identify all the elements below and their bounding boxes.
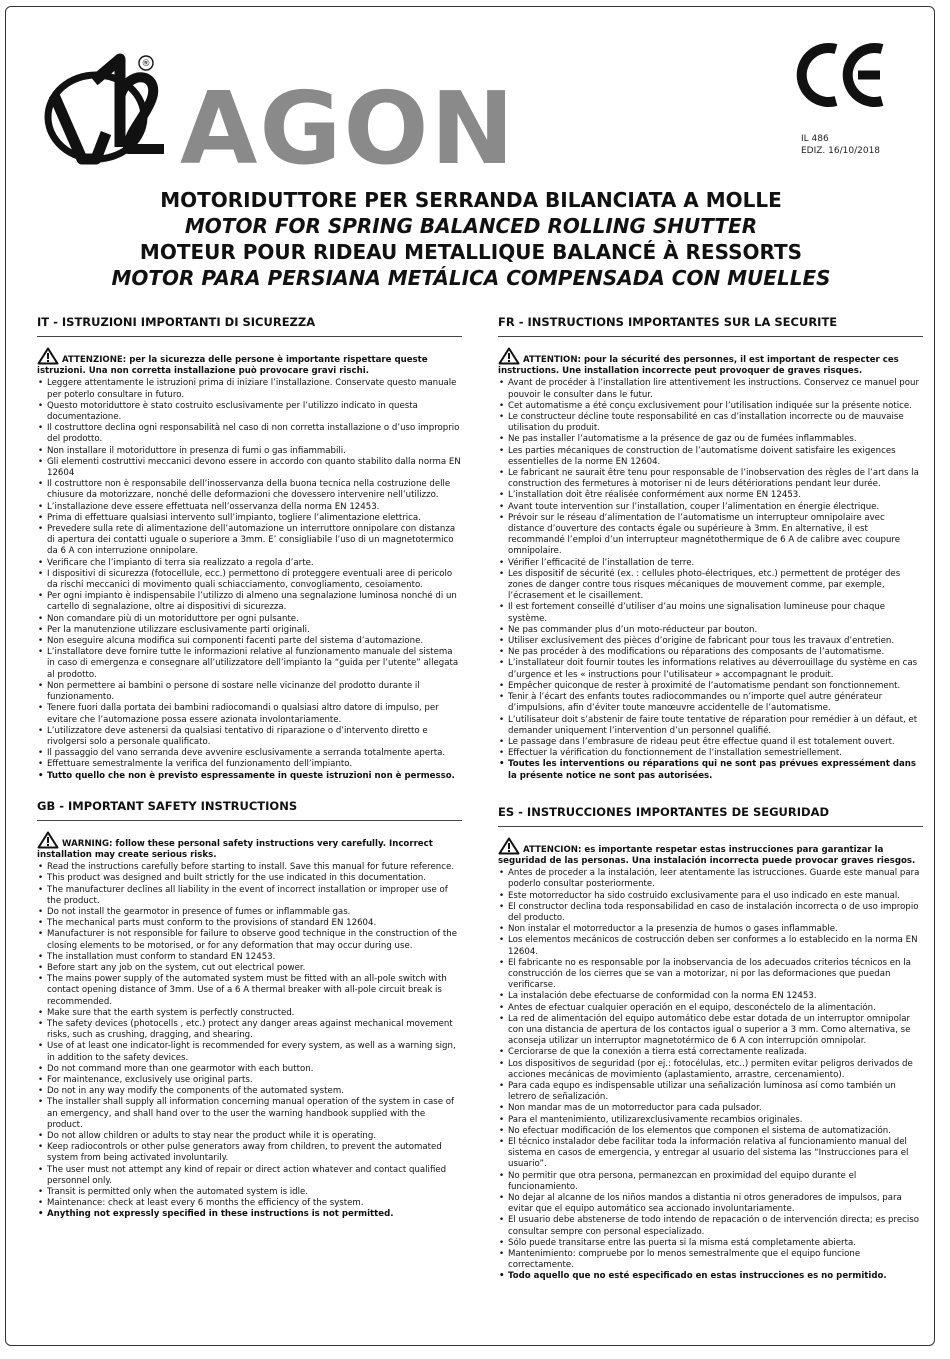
- warning-text: ATTENTION: pour la sécurité des personnes, il est important de respecter ces instructions. Une installation incorrecte peut provoquer de graves risques.: [498, 355, 899, 377]
- warning-triangle-icon: [37, 831, 59, 849]
- list-item: • Empêcher quiconque de rester à proximité de l’automatisme pendant son fonctionnement.: [498, 681, 923, 692]
- list-item: • The safety devices (photocells , etc.) protect any danger areas against mechanical movement risks, such as crushing, dragging, and shearing.: [37, 1019, 462, 1041]
- list-item: • Leggere attentamente le istruzioni prima di iniziare l’installazione. Conservate questo manuale per poterlo consultare in futuro.: [37, 378, 462, 400]
- section-heading: ES - INSTRUCCIONES IMPORTANTES DE SEGURIDAD: [498, 804, 923, 827]
- warning-text: ATTENCION: es importante respetar estas instrucciones para garantizar la seguridad de las personas. Una instalación incorrecta puede provocar graves riesgos.: [498, 844, 916, 866]
- list-item: • Vérifier l’efficacité de l’installation de terre.: [498, 558, 923, 569]
- list-item: • Transit is permitted only when the automated system is idle.: [37, 1187, 462, 1198]
- list-item: • Mantenimiento: compruebe por lo menos semestralmente que el equipo funcione correctamente.: [498, 1249, 923, 1271]
- list-item: • La red de alimentación del equipo automático debe estar dotada de un interruptor omnipolar con una distancia de apertura de los contactos igual o superior a 3 mm. Como alternativa, se aconseja utilizar un interruptor magnetotérmico de 6 A con interrupción omnipolar.: [498, 1014, 923, 1048]
- list-item: • Before start any job on the system, cut out electrical power.: [37, 963, 462, 974]
- list-item: • Manufacturer is not responsible for failure to observe good technique in the construction of the closing elements to be motorised, or for any deformation that may occur during use.: [37, 929, 462, 951]
- list-item: • Non instalar el motorreductor a la presenzia de humos o gases inflammable.: [498, 924, 923, 935]
- section-fr: [498, 314, 923, 782]
- list-item: • Tenere fuori dalla portata dei bambini radiocomandi o qualsiasi altro datore di impulso, per evitare che l’automazione possa essere azionata involontariamente.: [37, 703, 462, 725]
- list-item: • No permitir que otra persona, permanezcan en proximidad del equipo durante el funcionamiento.: [498, 1171, 923, 1193]
- list-item: • This product was designed and built strictly for the use indicated in this documentation.: [37, 873, 462, 884]
- list-item: • Utiliser exclusivement des pièces d’origine de fabricant pour tous les travaux d’entretien.: [498, 636, 923, 647]
- list-item: • Este motorreductor ha sido costruido exclusivamente para el uso indicado en este manual.: [498, 891, 923, 902]
- list-item: • Do not in any way modify the components of the automated system.: [37, 1086, 462, 1097]
- list-item: • Para el mantenimiento, utilizarexclusivamente recambios originales.: [498, 1115, 923, 1126]
- list-item: • Le constructeur décline toute responsabilité en cas d’installation incorrecte ou de mauvaise utilisation du produit.: [498, 412, 923, 434]
- brand-name: AGON: [180, 70, 517, 187]
- section-es: [498, 804, 923, 1283]
- title-en: MOTOR FOR SPRING BALANCED ROLLING SHUTTER: [184, 214, 758, 238]
- list-item: • Per la manutenzione utilizzare esclusivamente parti originali.: [37, 625, 462, 636]
- list-item: • Antes de proceder a la instalación, leer atentamente las istrucciones. Guarde este manual para poderlo consultar posteriormente.: [498, 868, 923, 890]
- list-item: • Do not install the gearmotor in presence of fumes or inflammable gas.: [37, 907, 462, 918]
- list-item: • Maintenance: check at least every 6 months the efficiency of the system.: [37, 1198, 462, 1209]
- list-item: • L’utilisateur doit s’abstenir de faire toute tentative de réparation pour remédier à un défaut, et demander uniquement l’intervention d’un personnel qualifié.: [498, 715, 923, 737]
- warning-text: WARNING: follow these personal safety instructions very carefully. Incorrect installation may create serious risks.: [37, 838, 433, 860]
- list-item: • Il passaggio del vano serranda deve avvenire esclusivamente a serranda totalmente aperta.: [37, 748, 462, 759]
- list-item: • Para cada equpo es indispensable utilizar una señalización luminosa así como también un letrero de señalización.: [498, 1081, 923, 1103]
- list-item: • Los dispositivos de seguridad (por ej.: fotocélulas, etc..) permiten evitar peligros derivados de acciones mecánicas de movimiento (aplastamiento, arrastre, cercenamiento).: [498, 1059, 923, 1081]
- list-item: • I dispositivi di sicurezza (fotocellule, ecc.) permettono di proteggere eventuali aree di pericolo da rischi meccanici di movimento quali schiacciamento, convogliamento, cesoiamento.: [37, 569, 462, 591]
- final-notice: • Todo aquello que no esté especificado en estas instrucciones es no permitido.: [498, 1271, 923, 1282]
- warning-note: [37, 347, 462, 377]
- list-item: • L’installateur doit fournir toutes les informations relatives au déverrouillage du système en cas d’urgence et les « instructions pour l’utilisateur » accompagnant le produit.: [498, 658, 923, 680]
- title-es: MOTOR PARA PERSIANA METÁLICA COMPENSADA CON MUELLES: [111, 266, 831, 290]
- list-item: • Ne pas installer l’automatisme a la présence de gaz ou de fumées inflammables.: [498, 434, 923, 445]
- list-item: • The user must not attempt any kind of repair or direct action whatever and contact qualified personnel only.: [37, 1165, 462, 1187]
- list-item: • Prima di effettuare qualsiasi intervento sull’impianto, togliere l’alimentazione elettrica.: [37, 513, 462, 524]
- list-item: • Antes de efectuar cualquier operación en el equipo, desconéctelo de la alimentación.: [498, 1003, 923, 1014]
- list-item: • No efectuar modificación de los elementos que componen el sistema de automatización.: [498, 1126, 923, 1137]
- document-edition: EDIZ. 16/10/2018: [801, 146, 881, 156]
- list-item: • Tenir à l’écart des enfants toutes radiocommandes ou n’importe quel autre générateur d’impulsions, afin d’éviter toute manœuvre accidentelle de l’automatisme.: [498, 692, 923, 714]
- warning-triangle-icon: [498, 347, 520, 365]
- instruction-list: [498, 868, 923, 1283]
- list-item: • Read the instructions carefully before starting to install. Save this manual for future reference.: [37, 862, 462, 873]
- list-item: • Do not command more than one gearmotor with each button.: [37, 1064, 462, 1075]
- list-item: • El usuario debe abstenerse de todo intendo de repacación o de intervención directa; es preciso consultar sempre con personal especializado.: [498, 1215, 923, 1237]
- list-item: • The manufacturer declines all liability in the event of incorrect installation or improper use of the product.: [37, 885, 462, 907]
- section-heading: IT - ISTRUZIONI IMPORTANTI DI SICUREZZA: [37, 314, 462, 337]
- list-item: • L’installazione deve essere effettuata nell’osservanza della norma EN 12453.: [37, 502, 462, 513]
- list-item: • Effectuer la vérification du fonctionnement de l’installation semestriellement.: [498, 748, 923, 759]
- document-page: [5, 6, 935, 1346]
- list-item: • Effettuare semestralmente la verifica del funzionamento dell’impianto.: [37, 759, 462, 770]
- list-item: • Avant toute intervention sur l’installation, couper l’alimentation en énergie électrique.: [498, 502, 923, 513]
- list-item: • Make sure that the earth system is perfectly constructed.: [37, 1008, 462, 1019]
- title-fr: MOTEUR POUR RIDEAU METALLIQUE BALANCÉ À RESSORTS: [139, 240, 803, 264]
- document-code: [801, 133, 880, 157]
- list-item: • Il costruttore non è responsabile dell’inosservanza della buona tecnica nella costruzione delle chiusure da motorizzare, nonché delle deformazioni che dovessero intervenire nell’utilizzo.: [37, 479, 462, 501]
- list-item: • L’installation doit être réalisée conformément aux norme EN 12453.: [498, 490, 923, 501]
- instruction-list: [37, 862, 462, 1221]
- list-item: • The mechanical parts must conform to the provisions of standard EN 12604.: [37, 918, 462, 929]
- title-it: MOTORIDUTTORE PER SERRANDA BILANCIATA A MOLLE: [160, 188, 782, 212]
- list-item: • Non permettere ai bambini o persone di sostare nelle vicinanze del prodotto durante il funzionamento.: [37, 681, 462, 703]
- v2-logo: [36, 37, 171, 177]
- list-item: • Do not allow children or adults to stay near the product while it is operating.: [37, 1131, 462, 1142]
- list-item: • Non mandar mas de un motorreductor para cada pulsador.: [498, 1103, 923, 1114]
- section-gb: [37, 798, 462, 1221]
- warning-triangle-icon: [498, 837, 520, 855]
- list-item: • El fabricante no es responsable por la inobservancia de los adecuados criterios técnicos en la construcción de los cierres que se van a motorizar, ni por las deformaciones que puedan verificarse.: [498, 958, 923, 992]
- list-item: • Non comandare più di un motoriduttore per ogni pulsante.: [37, 614, 462, 625]
- warning-text: ATTENZIONE: per la sicurezza delle persone è importante rispettare queste istruzioni. Una non corretta installazione può provocare gravi rischi.: [37, 355, 428, 377]
- list-item: • Cerciorarse de que la conexión a tierra está correctamente realizada.: [498, 1047, 923, 1058]
- document-number: IL 486: [801, 134, 829, 144]
- warning-note: [498, 837, 923, 867]
- list-item: • L’utilizzatore deve astenersi da qualsiasi tentativo di riparazione o d’intervento diretto e rivolgersi solo a personale qualificato.: [37, 726, 462, 748]
- list-item: • The mains power supply of the automated system must be fitted with an all-pole switch with contact opening distance of 3mm. Use of a 6 A thermal breaker with all-pole circuit break is recommended.: [37, 974, 462, 1008]
- title-block: [6, 187, 935, 291]
- list-item: • Los elementos mecánicos de costrucción deben ser conformes a lo establecido en la norma EN 12604.: [498, 935, 923, 957]
- ce-mark-icon: [796, 39, 886, 111]
- list-item: • Le passage dans l’embrasure de rideau peut être effectue quand il est totalement ouvert.: [498, 737, 923, 748]
- list-item: • Avant de procéder à l’installation lire attentivement les instructions. Conservez ce manuel pour pouvoir le consulter dans le futur.: [498, 378, 923, 400]
- list-item: • L’installatore deve fornire tutte le informazioni relative al funzionamento manuale del sistema in caso di emergenza e consegnare all’utilizzatore dell’impianto la “guida per l’utente” allegata al prodotto.: [37, 647, 462, 681]
- list-item: • For maintenance, exclusively use original parts.: [37, 1075, 462, 1086]
- list-item: • Verificare che l’impianto di terra sia realizzato a regola d’arte.: [37, 558, 462, 569]
- list-item: • Les parties mécaniques de construction de l’automatisme doivent satisfaire les exigences essentielles de la norme EN 12604.: [498, 446, 923, 468]
- warning-note: [498, 347, 923, 377]
- list-item: • The installer shall supply all information concerning manual operation of the system in case of an emergency, and shall hand over to the user the warning handbook supplied with the product.: [37, 1097, 462, 1131]
- section-heading: FR - INSTRUCTIONS IMPORTANTES SUR LA SECURITE: [498, 314, 923, 337]
- list-item: • The installation must conform to standard EN 12453.: [37, 952, 462, 963]
- final-notice: • Anything not expressly specified in these instructions is not permitted.: [37, 1209, 462, 1220]
- list-item: • Use of at least one indicator-light is recommended for every system, as well as a warning sign, in addition to the safety devices.: [37, 1041, 462, 1063]
- warning-triangle-icon: [37, 347, 59, 365]
- right-column: [498, 314, 923, 1283]
- list-item: • Il est fortement conseillé d’utiliser d’au moins une signalisation lumineuse pour chaque système.: [498, 602, 923, 624]
- final-notice: • Toutes les interventions ou réparations qui ne sont pas prévues expressément dans la présente notice ne sont pas autorisées.: [498, 759, 923, 781]
- registered-mark: ®: [141, 59, 151, 69]
- list-item: • Le fabricant ne saurait être tenu pour responsable de l’inobservation des règles de l’art dans la construction des fermetures à motoriser ni de leurs détériorations pendant leur durée.: [498, 468, 923, 490]
- list-item: • El constructor declina toda responsabilidad en caso de instalación incorrecta o de uso impropio del producto.: [498, 902, 923, 924]
- list-item: • Cet automatisme a été conçu exclusivement pour l’utilisation indiquée sur la présente notice.: [498, 401, 923, 412]
- instruction-list: [37, 378, 462, 781]
- list-item: • Keep radiocontrols or other pulse generators away from children, to prevent the automated system from being activated involuntarily.: [37, 1142, 462, 1164]
- left-column: [37, 314, 462, 1221]
- list-item: • Non installare il motoriduttore in presenza di fumi o gas infiammabili.: [37, 446, 462, 457]
- list-item: • Non eseguire alcuna modifica sui componenti facenti parte del sistema d’automazione.: [37, 636, 462, 647]
- list-item: • Prevedere sulla rete di alimentazione dell’automazione un interruttore onnipolare con distanza di apertura dei contatti uguale o superiore a 3mm. E’ consigliabile l’uso di un magnetotermico da 6 A con interruzione onnipolare.: [37, 524, 462, 558]
- list-item: • Il costruttore declina ogni responsabilità nel caso di non corretta installazione o d’uso improprio del prodotto.: [37, 423, 462, 445]
- list-item: • Questo motoriduttore è stato costruito esclusivamente per l’utilizzo indicato in questa documentazione.: [37, 401, 462, 423]
- list-item: • Les dispositif de sécurité (ex. : cellules photo-électriques, etc.) permettent de protéger des zones de danger contre tous risques mécaniques de mouvement comme, par exemple, l’écrasement et le cisaillement.: [498, 569, 923, 603]
- list-item: • Ne pas commander plus d’un moto-réducteur par bouton.: [498, 625, 923, 636]
- section-it: [37, 314, 462, 782]
- instruction-list: [498, 378, 923, 781]
- list-item: • Prévoir sur le réseau d’alimentation de l’automatisme un interrupteur omnipolaire avec distance d’ouverture des contacts égale ou supérieure à 3mm. En alternative, il est recommandé l’emploi d’un interrupteur magnétothermique de 6 A de calibre avec coupure omnipolaire.: [498, 513, 923, 558]
- list-item: • La instalación debe efectuarse de conformidad con la norma EN 12453.: [498, 991, 923, 1002]
- final-notice: • Tutto quello che non è previsto espressamente in queste istruzioni non è permesso.: [37, 771, 462, 782]
- list-item: • El técnico instalador debe facilitar toda la información relativa al funcionamiento manual del sistema en casos de emergencia, y entregar al usuario del sistema las “Instrucciones para el usuario”.: [498, 1137, 923, 1171]
- warning-note: [37, 831, 462, 861]
- section-heading: GB - IMPORTANT SAFETY INSTRUCTIONS: [37, 798, 462, 821]
- list-item: • Per ogni impianto è indispensabile l’utilizzo di almeno una segnalazione luminosa nonché di un cartello di segnalazione, oltre ai dispositivi di sicurezza.: [37, 591, 462, 613]
- list-item: • Ne pas procéder à des modifications ou réparations des composants de l’automatisme.: [498, 647, 923, 658]
- list-item: • Gli elementi costruttivi meccanici devono essere in accordo con quanto stabilito dalla norma EN 12604: [37, 457, 462, 479]
- list-item: • Sólo puede transitarse entre las puerta si la misma está completamente abierta.: [498, 1238, 923, 1249]
- list-item: • No dejar al alcanne de los niños mandos a distantia ni otros generadores de impulsos, para evitar que el equipo automático sea accionado involuntariamente.: [498, 1193, 923, 1215]
